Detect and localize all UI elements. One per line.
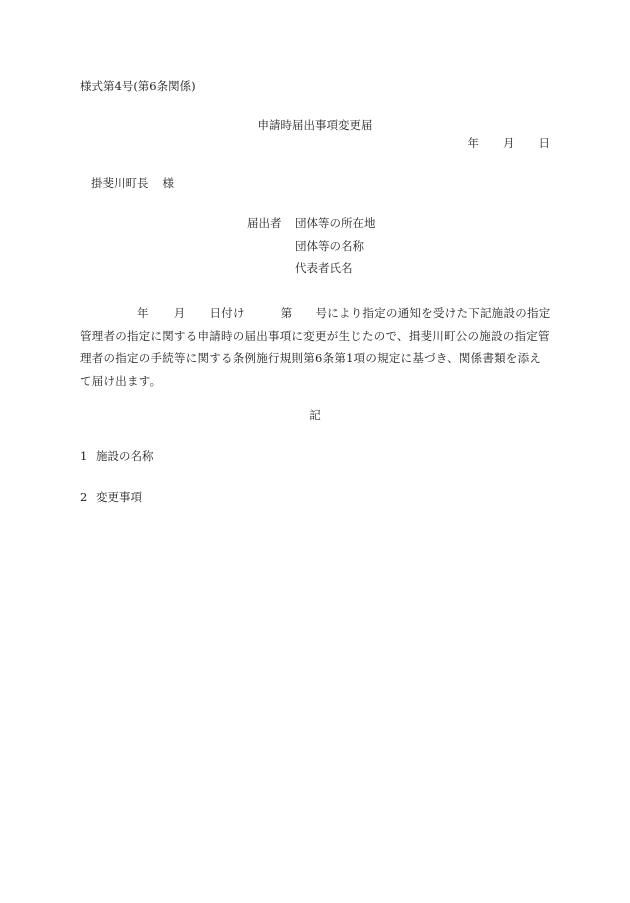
body-no-prefix: 第 bbox=[280, 306, 293, 320]
notice-body bbox=[80, 302, 551, 392]
date-line bbox=[468, 138, 551, 150]
ki-heading: 記 bbox=[309, 408, 321, 422]
date-year: 年 bbox=[467, 136, 479, 150]
item-number: 2 bbox=[80, 490, 88, 504]
applicant-address-field: 団体等の所在地 bbox=[295, 216, 376, 230]
document-title: 申請時届出事項変更届 bbox=[257, 118, 373, 132]
item-changes bbox=[80, 492, 142, 504]
item-label: 施設の名称 bbox=[96, 449, 154, 463]
body-year: 年 bbox=[137, 306, 149, 320]
date-month: 月 bbox=[503, 136, 515, 150]
item-facility-name bbox=[80, 451, 154, 463]
item-number: 1 bbox=[80, 449, 88, 463]
addressee-name: 掛斐川町長 bbox=[91, 176, 149, 190]
applicant-label: 届出者 bbox=[247, 216, 282, 230]
addressee bbox=[91, 178, 174, 190]
body-day-dated: 日付け bbox=[209, 306, 245, 320]
form-number: 様式第4号(第6条関係) bbox=[80, 79, 196, 93]
applicant-representative-field: 代表者氏名 bbox=[295, 261, 353, 275]
body-text: 号により指定の通知を受けた下記施設の指定管理者の指定に関する申請時の届出事項に変更が生じたので、揖斐川町公の施設の指定管理者の指定の手続等に関する条例施行規則第6条第1項の規定に基づき、関係書類を添えて届け出ます。 bbox=[80, 306, 551, 388]
date-day: 日 bbox=[538, 136, 550, 150]
applicant-name-field: 団体等の名称 bbox=[295, 239, 364, 253]
item-label: 変更事項 bbox=[96, 490, 142, 504]
addressee-honorific: 様 bbox=[162, 176, 174, 190]
body-month: 月 bbox=[173, 306, 186, 320]
